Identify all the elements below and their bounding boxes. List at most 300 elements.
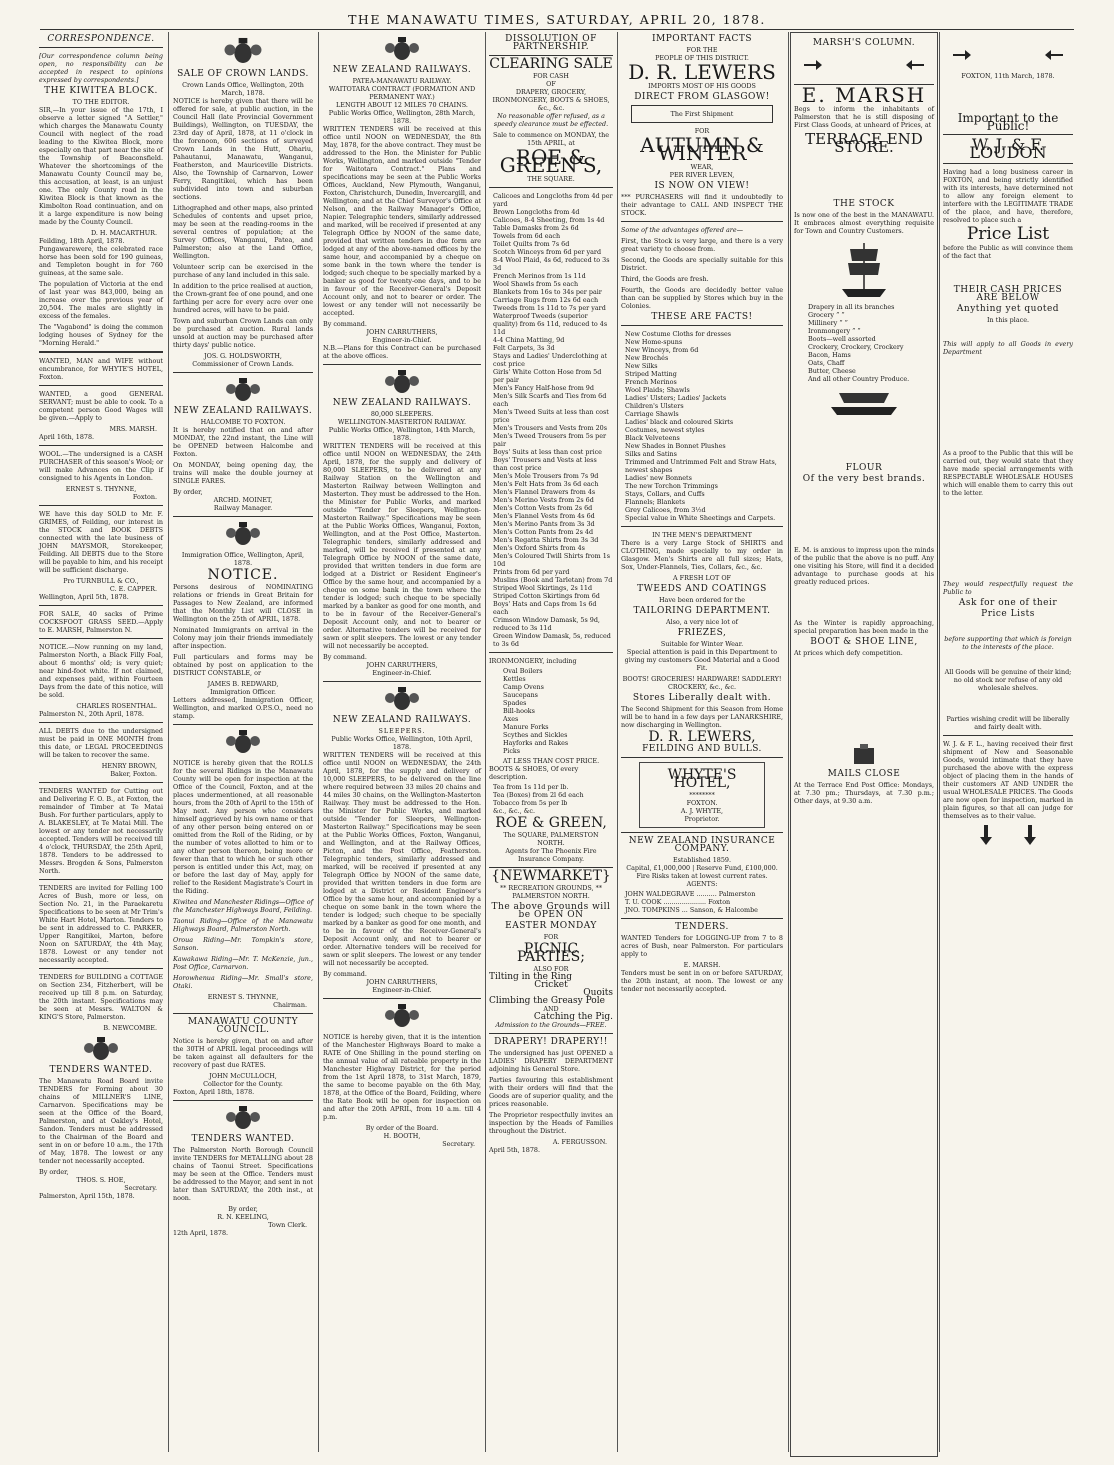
list-item: Crimson Window Damask, 5s 9d, reduced to 3s 11d: [493, 616, 600, 632]
ad-subtitle: ALSO FOR: [533, 965, 569, 973]
notice-signature: JOHN CARRUTHERS,: [366, 328, 438, 336]
ad-headline: TWEEDS AND COATINGS: [637, 584, 767, 594]
notice-title: NEW ZEALAND RAILWAYS.: [332, 65, 472, 75]
ad-note: Admission to the Grounds—FREE.: [495, 1021, 607, 1029]
notice-role: Secretary.: [442, 1140, 475, 1148]
ad-notice-foal: NOTICE.—Now running on my land, Palmerston North, a Black Filly Foal, about 6 months' old; is very quiet; near hind-foot white. If not claimed, and expenses paid, within Fourteen Days from the date of this notice, will be sold.: [39, 643, 163, 699]
list-item: Camp Ovens: [503, 683, 544, 691]
notice-signature: JOS. G. HOLDSWORTH,: [204, 352, 282, 360]
list-item: Men's Regatta Shirts from 3s 3d: [493, 536, 599, 544]
ad-goods: DRAPERY, GROCERY, IRONMONGERY, BOOTS & SHOES, &c., &c.: [492, 88, 610, 112]
notice-body: NOTICE is hereby given that there will be offered for sale, at public auction, in the Council Hall (late Provincial Government Buildings), Wellington, on TUESDAY, the 23rd day of April, 1878, at 11 o'clock in the forenoon, 606 sections of surveyed Crown Lands in the Hutt, Ohariu, Pahautanui, Manawatu, Wanganui, Featherston, and Mauriceville Districts. Also, the Township of Carnarvon, Lower Ferry, Rangitikei, which has been subdivided into town and suburban sections.: [173, 97, 313, 201]
column-marsh: [790, 32, 938, 1457]
news-item: The population of Victoria at the end of last year was 843,000, being an increase over the previous year of 20,504. The males are slightly in excess of the females.: [39, 280, 163, 320]
event-item: Cricket: [534, 980, 568, 990]
list-item: Ironmongery ” ”: [808, 327, 861, 335]
ad-note: before supporting that which is foreign to the interests of the place.: [944, 635, 1072, 651]
merchant-name: W. J. & F. LOUDON: [969, 135, 1047, 162]
masthead: THE MANAWATU TIMES, SATURDAY, APRIL 20, 1878.: [348, 12, 766, 27]
list-item: Girls' White Cotton Hose from 5d per pair: [493, 368, 602, 384]
goods-list: [621, 330, 783, 522]
ad-date: Palmerston, April 15th, 1878.: [39, 1192, 135, 1200]
coat-of-arms-icon: [220, 377, 266, 403]
notice-title: NEW ZEALAND RAILWAYS.: [332, 715, 472, 725]
list-item: Scythes and Sickles: [503, 731, 568, 739]
notice-signature: JAMES B. REDWARD,: [207, 680, 279, 688]
notice-title: MANAWATU COUNTY COUNCIL.: [187, 1017, 299, 1035]
ad-date: Palmerston N., 20th April, 1878.: [39, 710, 144, 718]
list-item: Calicoes and Longcloths from 4d per yard: [493, 192, 613, 208]
list-item: Wool Plaids; Shawls: [625, 386, 690, 394]
ad-date: FOXTON, 11th March, 1878.: [961, 72, 1055, 80]
list-item: Men's Cotton Pants from 2s 4d: [493, 528, 594, 536]
list-item: Tea from 1s 11d per lb.: [493, 783, 569, 791]
list-item: Butter, Cheese: [808, 367, 856, 375]
ad-by-order: By order,: [39, 1168, 69, 1176]
notice-signature: R. N. KEELING,: [217, 1213, 269, 1221]
list-item: Scotch Winceys from 6d per yard: [493, 248, 602, 256]
notice-body: Persons desirous of NOMINATING relations or friends in Great Britain for Passages to New Zealand, are informed that the Monthly List will CLOSE in Wellington on the 25th of APRIL, 1878.: [173, 583, 313, 623]
ad-debts: ALL DEBTS due to the undersigned must be paid in ONE MONTH from this date, or LEGAL PROCEEDINGS will be taken to recover the same.: [39, 727, 163, 759]
notice-body: Town and suburban Crown Lands can only be purchased at auction. Rural lands unsold at auction may be purchased after thirty days' public notice.: [173, 317, 313, 349]
list-item: Oval Boilers: [503, 667, 543, 675]
list-item: Hayforks and Rakes: [503, 739, 569, 747]
notice-subtitle: SLEEPERS.: [378, 727, 426, 735]
list-item: Trimmed and Untrimmed Felt and Straw Hats, newest shapes: [625, 458, 777, 474]
ad-headline: EASTER MONDAY: [505, 921, 597, 931]
list-item: Toilet Quilts from 7s 6d: [493, 240, 570, 248]
list-item: Men's Flannel Drawers from 4s: [493, 488, 596, 496]
ad-note: They would respectfully request the Public to: [943, 580, 1073, 596]
ad-signature: HENRY BROWN,: [101, 762, 157, 770]
notice-role: Engineer-in-Chief.: [372, 669, 432, 677]
news-item: The "Vagabond" is doing the common lodging houses of Sydney for the "Morning Herald.": [39, 323, 163, 347]
ad-wanted-man-wife: WANTED, MAN and WIFE without encumbrance, for WHYTE'S HOTEL, Foxton.: [39, 357, 163, 381]
notice-subtitle: WAITOTARA CONTRACT (FORMATION AND PERMANENT WAY.): [328, 85, 476, 101]
list-item: Men's Merino Pants from 3s 3d: [493, 520, 595, 528]
notice-by-order: By order,: [228, 1205, 258, 1213]
list-item: Silks and Satins: [625, 450, 677, 458]
ad-body: As a proof to the Public that this will be carried out, they would state that they have made special arrangements with RESPECTABLE WHOLESALE HOUSES which will enable them to carry this out to the letter.: [943, 449, 1073, 497]
list-item: 4-4 China Matting, 9d: [493, 336, 565, 344]
ad-subtitle: A FRESH LOT OF: [673, 574, 731, 582]
list-item: Crockery, Crockery, Crockery: [808, 343, 904, 351]
ad-headline: AUTUMN & WINTER: [640, 133, 764, 165]
ad-signature: E. MARSH.: [683, 961, 721, 969]
pointing-hand-icon: [1043, 44, 1065, 66]
list-item: Striped Matting: [625, 370, 677, 378]
column-rule: [788, 32, 789, 1452]
notice-body: Kawakawa Riding—Mr. T. McKenzie, jun., Post Office, Carnarvon.: [173, 955, 313, 971]
notice-body: In addition to the price realised at auction, the Crown-grant fee of one pound, and one farthing per acre for every acre over one hundred acres, will have to be paid.: [173, 282, 313, 314]
notice-office: Public Works Office, Wellington, 28th March, 1878.: [328, 109, 476, 125]
list-item: New Home-spuns: [625, 338, 683, 346]
notice-body: Horowhenua Riding—Mr. Small's store, Otaki.: [173, 974, 313, 990]
list-item: Men's Silk Scarfs and Ties from 6d each: [493, 392, 607, 408]
notice-office: Crown Lands Office, Wellington, 20th March, 1878.: [182, 81, 304, 97]
ad-signature: MRS. MARSH.: [109, 425, 157, 433]
notice-role: Chairman.: [273, 1001, 307, 1009]
list-item: Bacon, Hams: [808, 351, 851, 359]
ad-headline: Price List: [966, 224, 1050, 244]
news-item: Pungawarewere, the celebrated race horse has been sold for 190 guineas, and Templeton bought in for 760 guineas, at the same sale.: [39, 245, 163, 277]
ad-body: Sale to commence on MONDAY, the 15th APRIL, at: [492, 131, 610, 147]
list-item: New Winceys, from 6d: [625, 346, 699, 354]
column-notices: [170, 32, 316, 1457]
coat-of-arms-icon: [220, 1105, 266, 1131]
notice-by-order: By order of the Board.: [365, 1124, 439, 1132]
notice-signature: JOHN McCULLOCH,: [209, 1072, 277, 1080]
list-item: Ladies' Ulsters; Ladies' Jackets: [625, 394, 727, 402]
notice-by-order: By order,: [173, 488, 203, 496]
ad-grass-seed: FOR SALE, 40 sacks of Prime COCKSFOOT GRASS SEED.—Apply to E. MARSH, Palmerston N.: [39, 610, 163, 634]
list-item: Boys' Trousers and Vests at less than cost price: [493, 456, 597, 472]
ad-subtitle: PER RIVER LEVEN,: [669, 171, 735, 179]
list-item: Calicoes, 8-4 Sheeting, from 1s 4d: [493, 216, 605, 224]
ad-body: The above Grounds will be OPEN ON: [491, 902, 611, 920]
list-item: Brown Longcloths from 4d: [493, 208, 580, 216]
list-item: New Shades in Bonnet Plushes: [625, 442, 726, 450]
list-item: Bill-hooks: [503, 707, 535, 715]
notice-body: Kiwitea and Manchester Ridings—Office of the Manchester Highways Board, Feilding.: [173, 898, 313, 914]
ad-subtitle: FOR CASH: [533, 72, 569, 80]
notice-subtitle: WELLINGTON-MASTERTON RAILWAY.: [337, 418, 467, 426]
ad-subtitle: AND: [543, 1005, 559, 1013]
ad-headline: Ask for one of their: [958, 598, 1058, 608]
ad-body: The undersigned has just OPENED a LADIES' DRAPERY DEPARTMENT adjoining his General Store.: [489, 1049, 613, 1073]
ad-headline: NEW ZEALAND INSURANCE COMPANY.: [628, 836, 776, 854]
hotel-place: FOXTON.: [686, 799, 718, 807]
list-item: Men's Tweed Suits at less than cost price: [493, 408, 609, 424]
ad-body: *** PURCHASERS will find it undoubtedly to their advantage to CALL AND INSPECT THE STOCK.: [621, 193, 783, 217]
ad-tenders-road-board: The Manawatu Road Board invite TENDERS for Forming about 30 chains of MILLNER'S LINE, Carnarvon. Specifications may be seen at the Office of the Board, Palmerston, and at Oakley's Hotel, Sandon. Tenders must be addressed to the Chairman of the Board and sent in on or before 10 a.m., the 17th of May, 1878. The lowest or any tender not necessarily accepted.: [39, 1077, 163, 1165]
ad-subtitle: PALMERSTON NORTH.: [512, 892, 590, 900]
ad-headline: IS NOW ON VIEW!: [654, 181, 750, 191]
notice-body: Letters addressed, Immigration Officer, Wellington, and marked O.P.S.O., need no stamp.: [173, 696, 313, 720]
ad-sold-stock: WE have this day SOLD to Mr. F. GRIMES, of Feilding, our interest in the STOCK and BOOK DEBTS connected with the late business of JOHN MAYSMOR, Storekeeper, Feilding. All DEBTS due to the Store will be payable to him, and his receipt will be sufficient discharge.: [39, 510, 163, 574]
notice-by-order: By command.: [323, 320, 367, 328]
letter-date: Feilding, 18th April, 1878.: [39, 237, 125, 245]
ad-body: Some of the advantages offered are—: [621, 226, 743, 234]
notice-signature: ARCHD. MOINET,: [213, 496, 273, 504]
ad-headline: FRIEZES,: [677, 628, 727, 638]
notice-signature: H. BOOTH,: [383, 1132, 421, 1140]
notice-subtitle: LENGTH ABOUT 12 MILES 70 CHAINS.: [336, 101, 468, 109]
ad-signature: B. NEWCOMBE.: [103, 1024, 157, 1032]
notice-body: It is hereby notified that on and after MONDAY, the 22nd instant, the Line will be OPENED between Halcombe and Foxton.: [173, 426, 313, 458]
section-title: CORRESPONDENCE.: [47, 34, 155, 44]
ad-headline: FLOUR: [845, 463, 883, 473]
shop-name: ROE & GREEN'S,: [499, 145, 603, 177]
notice-by-order: By command.: [323, 970, 367, 978]
ad-body: Tenders must be sent in on or before SATURDAY, the 20th instant, at noon. The lowest or any tender not necessarily accepted.: [621, 969, 783, 993]
list-item: Drapery in all its branches: [808, 303, 895, 311]
ad-body: WANTED Tenders for LOGGING-UP from 7 to 8 acres of Bush, near Palmerston. For particulars apply to: [621, 934, 783, 958]
ad-body: Fourth, the Goods are decidedly better value than can be supplied by Stores which buy in the Colonies.: [621, 286, 783, 310]
ad-tenders-felling: TENDERS are invited for Felling 100 Acres of Bush, more or less, on Section No. 21, in the Paraekaretu Specifications to be seen at Mr Trim's White Hart Hotel, Marton. Tenders to be sent in addressed to C. PARKER, Upper Rangitikei, Marton, before Noon on SATURDAY, the 4th May, 1878. Lowest or any tender not necessarily accepted.: [39, 884, 163, 964]
store-name: TERRACE END STORE.: [805, 130, 923, 156]
notice-body: Oroua Riding—Mr. Tompkin's store, Sanson.: [173, 936, 313, 952]
list-item: Carriage Rugs from 12s 6d each: [493, 296, 599, 304]
ad-headline: THE STOCK: [833, 199, 895, 209]
pointing-hand-icon: [979, 825, 993, 845]
list-item: Men's Merino Vests from 2s 6d: [493, 496, 594, 504]
ad-headline: CLEARING SALE: [489, 56, 613, 72]
ad-headline: TAILORING DEPARTMENT.: [633, 606, 771, 616]
letter-title: THE KIWITEA BLOCK.: [44, 86, 158, 96]
list-item: Boots—well assorted: [808, 335, 876, 343]
column-roe-green: [486, 32, 616, 1457]
ad-body: E. M. is anxious to impress upon the minds of the public that the above is no puff. Any one visiting his Store, will find it a decided advantage to purchase goods at his greatly reduced prices.: [794, 546, 934, 586]
ad-subtitle: FOR: [694, 127, 710, 135]
notice-role: Railway Manager.: [213, 504, 273, 512]
list-item: Men's Felt Hats from 3s 6d each: [493, 480, 599, 488]
column-rule: [318, 32, 319, 1452]
column-railways: [320, 32, 484, 1457]
notice-title: TENDERS WANTED.: [191, 1134, 295, 1144]
ad-signature: C. E. CAPPER.: [109, 585, 157, 593]
ad-date: Wellington, April 5th, 1878.: [39, 593, 129, 601]
list-item: Table Damasks from 2s 6d: [493, 224, 579, 232]
list-item: Kettles: [503, 675, 526, 683]
ad-subtitle: DIRECT FROM GLASGOW!: [634, 92, 770, 102]
hotel-role: Proprietor.: [684, 815, 720, 823]
ad-body: Parties wishing credit will be liberally and fairly dealt with.: [946, 715, 1070, 731]
list-item: 8-4 Wool Plaid, 4s 6d, reduced to 3s 3d: [493, 256, 610, 272]
hotel-ad: [639, 762, 765, 828]
notice-role: Town Clerk.: [268, 1221, 307, 1229]
ad-body: First, the Stock is very large, and there is a very great variety to choose from.: [621, 237, 783, 253]
list-item: Stays, Collars, and Cuffs: [625, 490, 705, 498]
list-item: Men's Coloured Twill Shirts from 1s 10d: [493, 552, 611, 568]
ad-role: Secretary.: [124, 1184, 157, 1192]
list-item: Spades: [503, 699, 527, 707]
ad-subtitle: Of the very best brands.: [802, 474, 926, 484]
notice-body: Lithographed and other maps, also printed Schedules of contents and upset price, may be seen at the reading-rooms in the several centres of population; at the Survey Offices, Wanganui, Patea, and Palmerston; also at the Land Office, Wellington.: [173, 204, 313, 260]
notice-role: Immigration Officer.: [210, 688, 276, 696]
notice-body: NOTICE is hereby given that the ROLLS for the several Ridings in the Manawatu County will be open for inspection at the Office of the Council, Foxton, and at the places undermentioned, at all reasonable hours, from the 20th of April to the 15th of May next. Any person who considers himself aggrieved by his own name or that of any other person being entered on or omitted from the Roll of the Riding, or by the number of votes allotted to him or to any other person thereon, being more or fewer than that to which he or such other person is entitled under this Act, may, on or before the last day of May, apply for relief to the Resident Magistrate's Court in the Riding.: [173, 759, 313, 895]
coat-of-arms-icon: [379, 686, 425, 712]
ad-role: Baker, Foxton.: [110, 770, 157, 778]
list-item: Oats, Chaff: [808, 359, 845, 367]
ad-subtitle: IRONMONGERY, including: [489, 657, 577, 665]
notice-signature: JOHN CARRUTHERS,: [366, 661, 438, 669]
list-item: Men's Fancy Half-hose from 9d: [493, 384, 594, 392]
notice-signature: JOHN CARRUTHERS,: [366, 978, 438, 986]
ad-signature: Pro TURNBULL & CO.,: [63, 577, 139, 585]
ad-body: At prices which defy competition.: [794, 649, 903, 657]
notice-title: NEW ZEALAND RAILWAYS.: [332, 398, 472, 408]
notice-office: Public Works Office, Wellington, 14th March, 1878.: [328, 426, 476, 442]
ad-date: April 5th, 1878.: [489, 1146, 540, 1154]
list-item: New Costume Cloths for dresses: [625, 330, 732, 338]
list-item: Millinery ” ”: [808, 319, 848, 327]
ad-subtitle: Fire Risks taken at lowest current rates.: [636, 872, 768, 880]
list-item: Children's Ulsters: [625, 402, 684, 410]
list-item: Tea (Boxes) from 2l 6d each: [493, 791, 584, 799]
event-item: Climbing the Greasy Pole: [489, 996, 605, 1006]
ad-signature: THOS. S. HOE,: [76, 1176, 126, 1184]
column-rule: [168, 32, 169, 1452]
list-item: Manure Forks: [503, 723, 549, 731]
notice-title: NEW ZEALAND RAILWAYS.: [173, 406, 313, 416]
notice-body: Nominated Immigrants on arrival in the Colony may join their friends immediately after inspection.: [173, 626, 313, 650]
ad-subtitle: FOR: [543, 933, 559, 941]
list-item: Green Window Damask, 5s, reduced to 3s 6d: [493, 632, 611, 648]
list-item: Men's Oxford Shirts from 4s: [493, 544, 585, 552]
ad-note: No reasonable offer refused, as a speedy clearance must be effected.: [493, 112, 609, 128]
coat-of-arms-icon: [78, 1036, 124, 1062]
ad-body: W. J. & F. L., having received their first shipment of New and Seasonable Goods, would intimate that they have purchased the above with the express object of placing them in the hands of their customers AT AND UNDER the usual WHOLESALE PRICES. The Goods are now open for inspection, marked in plain figures, so that all can judge for themselves as to their value.: [943, 740, 1073, 820]
ad-subtitle: Also, a very nice lot of: [665, 618, 739, 626]
list-item: Ladies' black and coloured Skirts: [625, 418, 734, 426]
list-item: Saucepans: [503, 691, 538, 699]
merchant-name: E. MARSH: [801, 83, 927, 107]
list-item: Grocery ” ”: [808, 311, 845, 319]
agents-list: [621, 890, 783, 914]
list-item: Boys' Hats and Caps from 1s 6d each: [493, 600, 597, 616]
ad-headline: PICNIC PARTIES;: [517, 941, 585, 965]
ad-tenders-timber: TENDERS WANTED for Cutting out and Delivering F. O. B., at Foxton, the remainder of Timber at Te Matai Bush. For further particulars, apply to A. BLAKESLEY, at Te Matai Mill. The lowest or any tender not necessarily accepted. Tenders will be received till 4 o'clock, THURSDAY, the 25th April, 1878. Tenders to be addressed to Messrs. Brogden & Sons, Palmerston North.: [39, 787, 163, 875]
notice-body: WRITTEN TENDERS will be received at this office until NOON on WEDNESDAY, the 8th May, 1878, for the above contract. They must be addressed to the Hon. the Minister for Public Works, Wellington, and marked outside "Tender for Waitotara Contract." Plans and specifications may be seen at the Public Works Offices, Auckland, New Plymouth, Wanganui, Foxton, Christchurch, Dunedin, Invercargill, and Wellington; and at the Chief Surveyor's Office at Nelson, and the Railway Manager's Office, Napier. Telegraphic tenders, similarly addressed and marked, will be received if presented at any Telegraph Office by NOON of the same date, provided that written tenders in due form are lodged at any of the above-named offices by the same hour, and accompanied by a cheque on some bank in the town where the tender is lodged; such cheque to be specially marked by a banker as good for twenty-one days, and to be in favour of the Receiver-General's Deposit Account only, and not to bearer or order. The lowest or any tender will not necessarily be accepted.: [323, 125, 481, 317]
sailing-ship-icon: [829, 387, 899, 417]
ad-subtitle: BOOTS & SHOES, Of every description.: [489, 765, 579, 781]
ad-body: Begs to inform the inhabitants of Palmerston that he is still disposing of First Class Goods, at unheard of Prices, at: [794, 105, 934, 129]
ad-title: DISSOLUTION OF PARTNERSHIP.: [505, 34, 597, 52]
ad-note: This will apply to all Goods in every Department: [943, 340, 1073, 356]
ad-body: Having had a long business career in FOXTON, and being strictly identified with its interests, have determined not to allow any foreign element to interfere with the LEGITIMATE TRADE of the place, and have, therefore, resolved to place such a: [943, 168, 1073, 224]
notice-by-order: By command.: [323, 653, 367, 661]
list-item: Picks: [503, 747, 521, 755]
ad-wool: WOOL.—The undersigned is a CASH PURCHASER of this season's Wool; or will make Advances on the Clip if consigned to his Agents in London.: [39, 450, 163, 482]
list-item: French Merinos: [625, 378, 677, 386]
ad-note: AT LESS THAN COST PRICE.: [502, 757, 600, 765]
list-item: Men's Trousers and Vests from 20s: [493, 424, 608, 432]
list-item: Stays and Ladies' Underclothing at cost price: [493, 352, 608, 368]
pointing-hand-icon: [1023, 825, 1037, 845]
notice-body: Taonui Riding—Office of the Manawatu Highways Board, Palmerston North.: [173, 917, 313, 933]
column-lewers: [618, 32, 786, 1457]
coat-of-arms-icon: [218, 36, 268, 66]
ad-headline: Stores Liberally dealt with.: [632, 693, 772, 703]
ad-body: Special attention is paid in this Department to giving my customers Good Material and a Good Fit.: [624, 648, 780, 672]
ad-subtitle: WEAR,: [690, 163, 714, 171]
notice-role: Engineer-in-Chief.: [372, 986, 432, 994]
list-item: Striped Wool Skirtings, 2s 11d: [493, 584, 593, 592]
list-item: Flannels; Blankets: [625, 498, 685, 506]
ad-signature: A. FERGUSSON.: [552, 1138, 607, 1146]
ad-subtitle: FOR THE: [686, 46, 718, 54]
ad-body: All Goods will be genuine of their kind; no old stock nor refuse of any old wholesale shelves.: [944, 668, 1072, 692]
shipment-box: The First Shipment: [631, 105, 773, 123]
notice-date: 12th April, 1878.: [173, 1229, 229, 1237]
shop-name: ROE & GREEN,: [495, 815, 607, 831]
ad-subtitle: In this place.: [986, 316, 1030, 324]
ad-subtitle: PEOPLE OF THIS DISTRICT.: [655, 54, 749, 62]
ad-signature: CHARLES ROSENTHAL.: [76, 702, 157, 710]
list-item: Costumes, newest styles: [625, 426, 705, 434]
merchant-name: D. R. LEWERS: [628, 60, 776, 84]
ad-headline: Anything yet quoted: [956, 304, 1060, 314]
notice-body: Full particulars and forms may be obtained by post on application to the DISTRICT CONSTABLE, or: [173, 653, 313, 677]
price-list: [489, 192, 613, 648]
list-item: Tweeds from 1s 11d to 7s per yard: [493, 304, 606, 312]
list-item: JOHN WALDEGRAVE .......... Palmerston: [625, 890, 756, 898]
list-item: Men's Mole Trousers from 7s 9d: [493, 472, 599, 480]
notice-role: Engineer-in-Chief.: [372, 336, 432, 344]
ad-body: Second, the Goods are specially suitable for this District.: [621, 256, 783, 272]
list-item: Black Velveteens: [625, 434, 680, 442]
event-item: Catching the Pig.: [533, 1012, 613, 1022]
pointing-hand-icon: [802, 54, 824, 76]
list-item: Towels from 6d each: [493, 232, 561, 240]
list-item: New Brochés: [625, 354, 669, 362]
shop-place: THE SQUARE.: [527, 175, 575, 183]
list-item: &c., &c., &c.: [493, 807, 536, 815]
notice-title: SALE OF CROWN LANDS.: [177, 69, 309, 79]
notice-subtitle: HALCOMBE TO FOXTON.: [200, 418, 286, 426]
column-loudon: [940, 32, 1076, 1457]
notice-date: Foxton, April 18th, 1878.: [173, 1088, 255, 1096]
notice-body: N.B.—Plans for this Contract can be purchased at the above offices.: [323, 344, 481, 360]
event-item: Tilting in the Ring: [489, 972, 573, 982]
list-item: New Silks: [625, 362, 658, 370]
list-item: The new Torchon Trimmings: [625, 482, 718, 490]
ad-subtitle: Suitable for Winter Wear.: [660, 640, 744, 648]
list-item: Carriage Shawls: [625, 410, 679, 418]
list-item: Special value in White Sheetings and Carpets.: [625, 514, 776, 522]
column-correspondence: [36, 32, 166, 1457]
column-title: MARSH'S COLUMN.: [812, 38, 916, 48]
list-item: Tobacco from 5s per lb: [493, 799, 568, 807]
list-item: Muslins (Book and Tarletan) from 7d: [493, 576, 613, 584]
masthead-rule: [40, 29, 1074, 30]
coat-of-arms-icon: [379, 369, 425, 395]
ad-body: As the Winter is rapidly approaching, special preparation has been made in the: [794, 619, 934, 635]
notice-body: On MONDAY, being opening day, the trains will make the double journey at SINGLE FARES.: [173, 461, 313, 485]
ad-subtitle: Established 1859.: [672, 856, 732, 864]
ad-wanted-servant: WANTED, a good GENERAL SERVANT; must be able to cook. To a competent person Good Wages will be given.—Apply to: [39, 390, 163, 422]
tea-list: [489, 783, 613, 815]
letter-body: SIR,—In your issue of the 17th, I observe a letter signed "A Settler," which charges the Manawatu County Council with neglect of the road leading to the Kiwitea Block, more especially on that part near the site of the Township of Beaconsfield. Whatever the shortcomings of the Manawatu County Council may be, this accusation, at least, is an unjust one. The only County road in the Kiwitea Block is that known as the Kimbolton Road continuation, and on it a large expenditure is now being made by the County Council.: [39, 106, 163, 226]
ad-note: Agents for The Phoenix Fire Insurance Company.: [505, 847, 597, 863]
ad-headline: TENDERS.: [675, 922, 729, 932]
ad-subtitle: IN THE MEN'S DEPARTMENT: [652, 531, 752, 539]
ad-body: BOOTS! GROCERIES! HARDWARE! SADDLERY! CROCKERY, &c., &c.: [622, 675, 782, 691]
ad-signature: ERNEST S. THYNNE,: [65, 485, 137, 493]
ad-subtitle: Capital, £1,000,000 | Reserve Fund, £100,000.: [626, 864, 778, 872]
pointing-hand-icon: [904, 54, 926, 76]
notice-body: Volunteer scrip can be exercised in the purchase of any land included in this sale.: [173, 263, 313, 279]
ad-body: There is a very Large Stock of SHIRTS and CLOTHING, made specially to my order in Glasgow. Men's Shirts are all full sizes; Hats, Sox, Under-Flannels, Ties, Collars, &c., &c.: [621, 539, 783, 571]
notice-title: NOTICE.: [207, 567, 279, 583]
goods-list: [794, 303, 934, 383]
pointing-hand-icon: [951, 44, 973, 66]
ad-headline: Price Lists: [981, 609, 1035, 619]
sailing-ship-icon: [838, 239, 890, 299]
coat-of-arms-icon: [379, 36, 425, 62]
list-item: Striped Cotton Skirtings from 6d: [493, 592, 600, 600]
ad-body: The Proprietor respectfully invites an inspection by the Heads of Families throughout the District.: [489, 1111, 613, 1135]
notice-body: NOTICE is hereby given, that it is the intention of the Manchester Highways Board to make a RATE of One Shilling in the pound sterling on the annual value of all rateable property in the Manchester Highway District, for the period from the 1st April 1878, to 31st March, 1879, the same to become payable on the 6th May, 1878, at the Office of the Board, Feilding, where the Rate Book will be open for inspection on and after the 20th APRIL, from 10 a.m. till 4 p.m.: [323, 1033, 481, 1121]
notice-office: Public Works Office, Wellington, 10th April, 1878.: [331, 735, 473, 751]
merchant-place: FEILDING AND BULLS.: [642, 744, 762, 754]
ad-headline: THESE ARE FACTS!: [651, 312, 753, 322]
list-item: T. U. COOK ..................... Foxton: [625, 898, 731, 906]
ad-body: before the Public as will convince them of the fact that: [943, 244, 1073, 260]
ad-subtitle: Have been ordered for the: [658, 596, 746, 604]
merchant-name: D. R. LEWERS,: [648, 729, 756, 745]
